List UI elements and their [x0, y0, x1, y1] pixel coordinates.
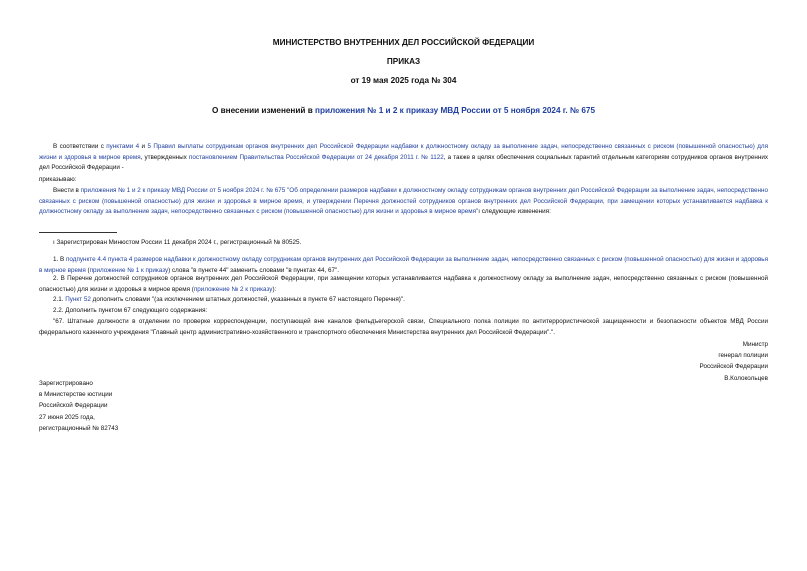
signature-block — [700, 339, 768, 384]
item21-text-1: 2.1. — [53, 296, 66, 303]
item1-text-3: ) слова "в пункте 44" заменить словами "в пунктах 44, 67". — [168, 266, 339, 274]
main-text-2: ı следующие изменения: — [478, 208, 551, 216]
item-2-1 — [39, 295, 768, 306]
registration-line: Российской Федерации — [39, 402, 108, 410]
link-item-52[interactable]: Пункт 52 — [65, 296, 91, 303]
title-prefix: О внесении изменений в — [211, 106, 316, 115]
registration-line: 27 июня 2025 года, — [39, 413, 95, 421]
registration-line: в Министерстве юстиции — [39, 391, 113, 399]
link-government-resolution[interactable]: постановлением Правительства Российской Федерации от 24 декабря 2011 г. № 1122 — [188, 153, 444, 161]
link-order-675-appendices[interactable]: приложения № 1 и 2 к приказу МВД России от 5 ноября 2024 г. № 675 "Об определении размеров надбавки к должностному окладу сотрудникам органов внутренних дел Российской Федерации за выполнение задач, непосредственно связанных с риском (повышенной опасностью) для жизни и здоровья в мирное время, и утверждении Перечня должностей сотрудников органов внутренних дел Российской Федерации, при замещении которых устанавливается надбавка к должностному окладу за выполнение задач, непосредственно связанных с риском (повышенной опасностью) для жизни и здоровья в мирное время" — [39, 187, 768, 216]
title-link[interactable]: приложения № 1 и 2 к приказу МВД России от 5 ноября 2024 г. № 675 — [315, 106, 596, 115]
ministry-heading: МИНИСТЕРСТВО ВНУТРЕННИХ ДЕЛ РОССИЙСКОЙ ФЕДЕРАЦИИ — [272, 38, 535, 47]
item2-text-1: 2. В Перечне должностей сотрудников органов внутренних дел Российской Федерации, при замещении которых устанавливается надбавка к должностному окладу за выполнение задач, непосредственно связанных с риском (повышенной опасностью) для жизни и здоровья в мирное время ( — [39, 275, 768, 293]
item1-text-2: ( — [85, 266, 90, 274]
document-title — [0, 105, 807, 116]
registration-line: регистрационный № 82743 — [39, 424, 119, 432]
footnote: ı Зарегистрирован Минюстом России 11 декабря 2024 г., регистрационный № 80525. — [53, 239, 302, 246]
main-text-1: Внести в — [53, 187, 81, 194]
link-payment-rules[interactable]: 5 Правил выплаты сотрудникам органов внутренних дел Российской Федерации надбавки к должностному окладу за выполнение задач, непосредственно связанных с риском (повышенной опасностью) для жизни и здоровья в мирное время — [39, 143, 768, 161]
link-appendix-2[interactable]: приложение № 2 к приказу — [193, 285, 273, 293]
signature-line: Министр — [742, 341, 768, 348]
signature-name: В.Колокольцев — [724, 374, 768, 382]
preamble-text-4: , а также в целях обеспечения социальных гарантий отдельным категориям сотрудников органов внутренних дел Российской Федерации - — [39, 153, 769, 172]
item-2-2: 2.2. Дополнить пунктом 67 следующего содержания: — [53, 307, 208, 314]
item-67-text: "67. Штатные должности в отделении по проверке корреспонденции, поступающей вне каналов фельдъегерской связи, Специального полка полиции по антитеррористической защищенности и безопасности объектов МВД России федерального казенного учреждения "Главный центр административно-хозяйственного и транспортного обеспечения Министерства внутренних дел Российской Федерации".". — [39, 318, 768, 336]
item-1 — [39, 255, 768, 276]
preamble-text-1: В соответствии с — [53, 143, 107, 150]
item-2 — [39, 274, 768, 295]
order-word: приказываю: — [39, 176, 77, 183]
link-subitem-4-4[interactable]: подпункте 4.4 пункта 4 размеров надбавки к должностному окладу сотрудникам органов внутренних дел Российской Федерации за выполнение задач, непосредственно связанных с риском (повышенной опасностью) для жизни и здоровья в мирное время — [39, 256, 768, 274]
preamble-paragraph — [39, 142, 768, 174]
link-appendix-1[interactable]: приложение № 1 к приказу — [89, 266, 169, 274]
date-number-heading: от 19 мая 2025 года № 304 — [350, 76, 457, 85]
item1-text-1: 1. В — [53, 256, 66, 263]
doc-type-heading: ПРИКАЗ — [386, 57, 421, 66]
preamble-text-3: , утвержденных — [140, 153, 189, 161]
preamble-text-2: и — [139, 143, 148, 150]
link-items-4[interactable]: пунктами 4 — [106, 143, 140, 150]
signature-line: генерал полиции — [718, 352, 768, 360]
registration-block — [39, 378, 118, 434]
registration-line: Зарегистрировано — [39, 380, 93, 387]
main-paragraph — [39, 186, 768, 218]
item21-text-2: дополнить словами "(за исключением штатных должностей, указанных в пункте 67 настоящего Перечня)". — [90, 296, 405, 303]
signature-line: Российской Федерации — [699, 363, 768, 371]
footnote-divider — [39, 232, 117, 233]
item2-text-2: ): — [272, 285, 277, 293]
